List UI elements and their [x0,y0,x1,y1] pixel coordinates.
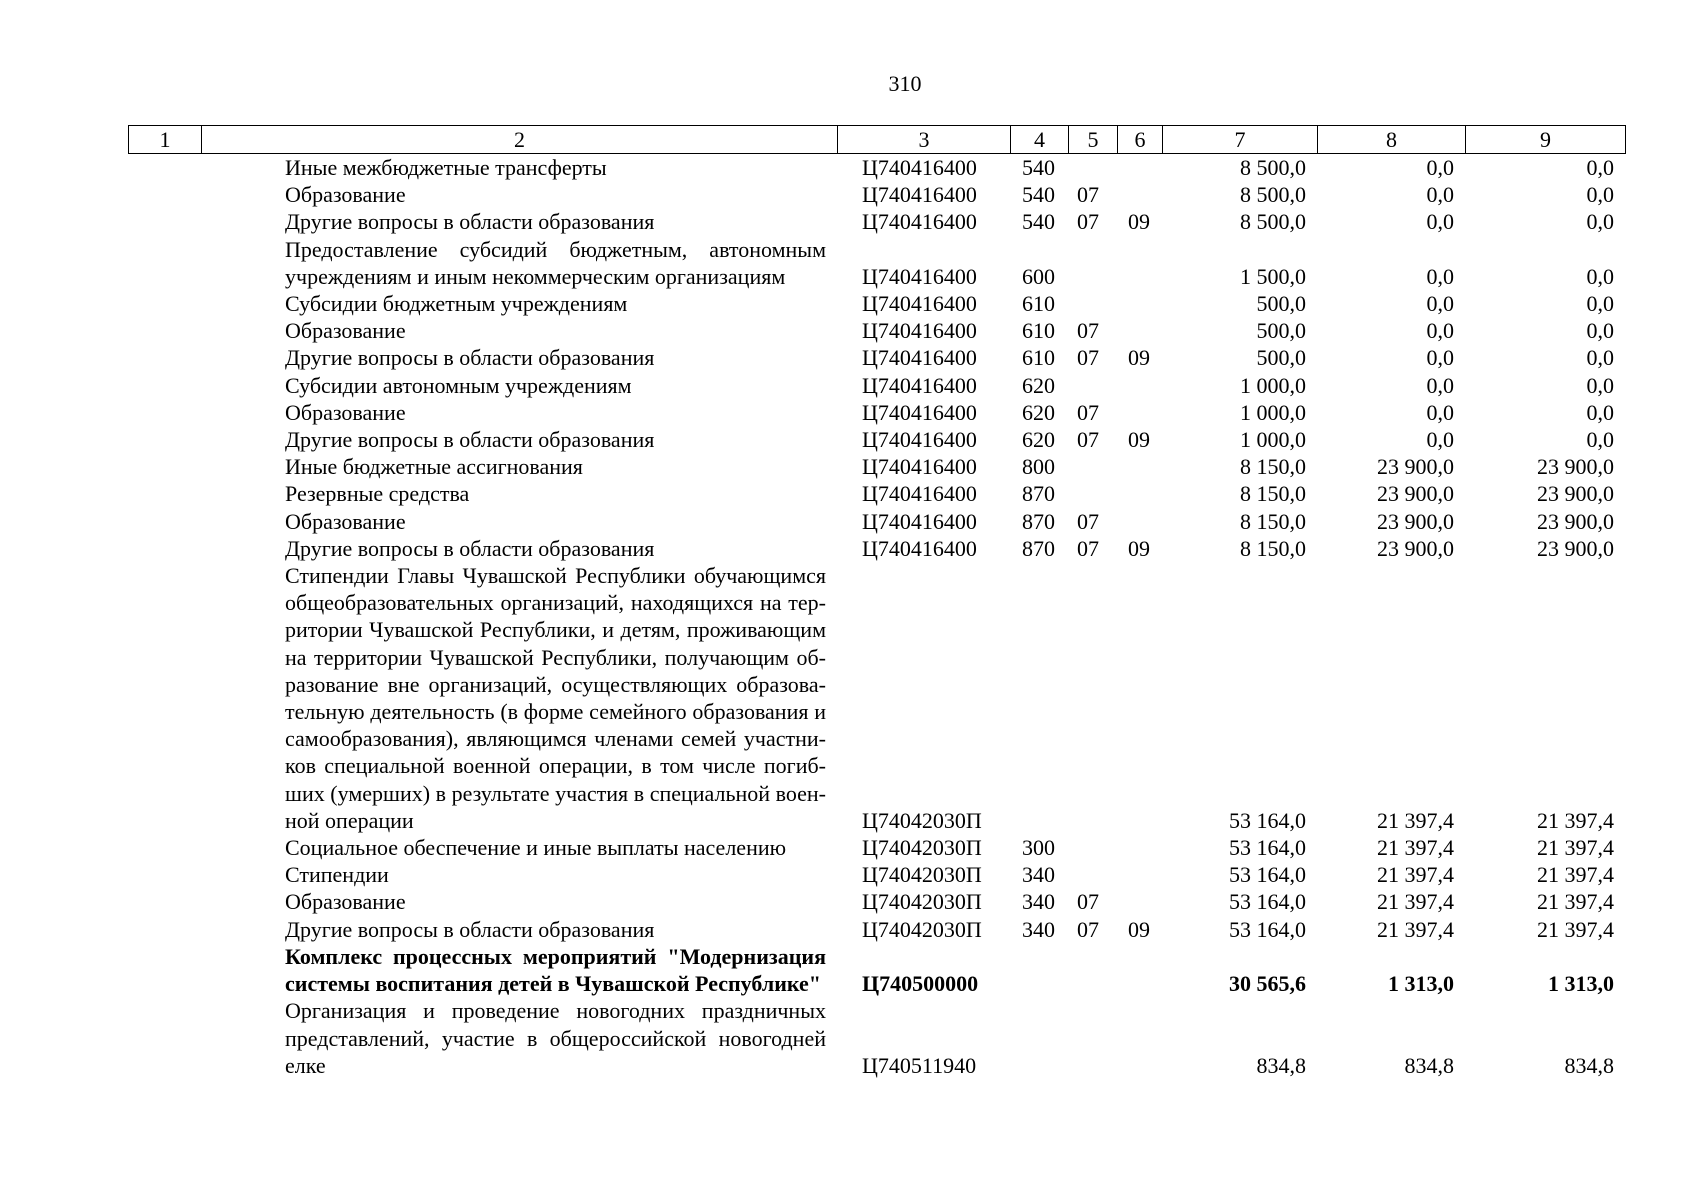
column-header-9: 9 [1466,126,1626,154]
cell-subsection [1117,997,1162,1079]
cell-name [201,916,837,943]
cell-amount-year2: 21 397,4 [1377,889,1454,915]
cell-amount-year3: 21 397,4 [1537,835,1614,861]
cell-col1 [128,916,201,943]
cell-amount-year1: 1 000,0 [1240,372,1306,398]
cell-amount-year1: 8 150,0 [1240,535,1306,561]
cell-col1 [128,208,201,235]
cell-target-code: Ц740416400 [862,263,977,289]
cell-amount-year2: 21 397,4 [1377,862,1454,888]
cell-subsection [1117,181,1162,208]
cell-section: 07 [1077,535,1099,561]
cell-amount-year1: 500,0 [1256,318,1306,344]
cell-amount-year1: 8 150,0 [1240,508,1306,534]
cell-col1 [128,997,201,1079]
cell-amount-year1: 53 164,0 [1229,862,1306,888]
cell-name [201,399,837,426]
cell-section [1068,154,1117,181]
cell-name [201,480,837,507]
cell-target-code: Ц740416400 [862,427,977,453]
name-line: ной операции [285,807,414,833]
cell-subsection [1117,508,1162,535]
cell-section: 07 [1077,427,1099,453]
cell-expense-type: 620 [1022,399,1055,425]
cell-amount-year2: 0,0 [1426,182,1454,208]
cell-amount-year2: 23 900,0 [1377,481,1454,507]
cell-target-code: Ц740416400 [862,535,977,561]
cell-amount-year3: 21 397,4 [1537,916,1614,942]
name-line: ков специальной военной операции, в том числе погиб- [285,753,826,779]
cell-target-code: Ц740416400 [862,155,977,180]
cell-name [201,426,837,453]
cell-subsection: 09 [1128,209,1150,235]
cell-amount-year3: 0,0 [1586,209,1614,235]
table-row [128,181,1625,208]
cell-col1 [128,861,201,888]
table-row [128,453,1625,480]
cell-target-code: Ц740416400 [862,508,977,534]
cell-amount-year2: 23 900,0 [1377,535,1454,561]
cell-target-code: Ц740416400 [862,182,977,208]
cell-col1 [128,480,201,507]
cell-amount-year1: 8 500,0 [1240,209,1306,235]
cell-expense-type [1010,997,1068,1079]
cell-amount-year2: 0,0 [1426,372,1454,398]
name-line: Образование [285,318,406,344]
name-line: Иные межбюджетные трансферты [285,155,607,180]
cell-amount-year2: 0,0 [1426,345,1454,371]
cell-name [201,861,837,888]
cell-amount-year1: 8 500,0 [1240,182,1306,208]
cell-expense-type: 540 [1022,155,1055,180]
cell-amount-year3: 23 900,0 [1537,481,1614,507]
cell-expense-type: 600 [1022,263,1055,289]
cell-expense-type: 870 [1022,481,1055,507]
cell-name [201,453,837,480]
cell-section: 07 [1077,318,1099,344]
table-row [128,562,1625,834]
cell-expense-type: 540 [1022,209,1055,235]
cell-amount-year3: 0,0 [1586,155,1614,180]
cell-expense-type: 800 [1022,454,1055,480]
cell-amount-year3: 21 397,4 [1537,889,1614,915]
cell-target-code: Ц740416400 [862,345,977,371]
cell-name [201,344,837,371]
cell-subsection [1117,562,1162,834]
cell-subsection [1117,453,1162,480]
cell-name [201,208,837,235]
column-header-4: 4 [1011,126,1069,154]
cell-amount-year2: 1 313,0 [1388,971,1454,997]
name-line: Стипендии [285,862,389,888]
column-header-1: 1 [129,126,202,154]
column-header-8: 8 [1318,126,1466,154]
cell-subsection: 09 [1128,427,1150,453]
cell-amount-year2: 834,8 [1404,1052,1454,1078]
cell-target-code: Ц740511940 [862,1052,977,1078]
cell-amount-year2: 21 397,4 [1377,835,1454,861]
cell-expense-type: 610 [1022,345,1055,371]
cell-section: 07 [1077,889,1099,915]
cell-amount-year2: 0,0 [1426,155,1454,180]
cell-amount-year3: 834,8 [1564,1052,1614,1078]
cell-amount-year2: 21 397,4 [1377,916,1454,942]
cell-amount-year1: 1 500,0 [1240,263,1306,289]
cell-name [201,236,837,290]
cell-section [1068,861,1117,888]
cell-subsection: 09 [1128,916,1150,942]
cell-target-code: Ц740416400 [862,454,977,480]
cell-section [1068,562,1117,834]
cell-amount-year1: 53 164,0 [1229,835,1306,861]
cell-amount-year1: 1 000,0 [1240,427,1306,453]
cell-section [1068,453,1117,480]
cell-target-code: Ц740416400 [862,481,977,507]
table-row [128,236,1625,290]
cell-amount-year3: 0,0 [1586,263,1614,289]
table-row [128,399,1625,426]
cell-name [201,154,837,181]
cell-col1 [128,372,201,399]
name-line: Организация и проведение новогодних праздничных [285,998,826,1024]
table-row [128,508,1625,535]
cell-target-code: Ц740416400 [862,209,977,235]
cell-expense-type: 540 [1022,182,1055,208]
cell-amount-year3: 0,0 [1586,318,1614,344]
table-row [128,426,1625,453]
cell-subsection [1117,317,1162,344]
cell-section: 07 [1077,182,1099,208]
table-row [128,290,1625,317]
cell-name [201,372,837,399]
name-line: Стипендии Главы Чувашской Республики обучающимся [285,563,826,589]
cell-expense-type: 300 [1022,835,1055,861]
cell-name [201,535,837,562]
name-line: Образование [285,889,406,915]
cell-amount-year3: 0,0 [1586,372,1614,398]
budget-table [128,154,1625,1079]
name-line: Образование [285,508,406,534]
cell-section [1068,834,1117,861]
name-line: Субсидии бюджетным учреждениям [285,291,628,317]
cell-expense-type: 340 [1022,916,1055,942]
table-row [128,154,1625,181]
name-line: ритории Чувашской Республики, и детям, проживающим [285,617,826,643]
column-header-2: 2 [202,126,838,154]
table-row [128,344,1625,371]
table-row [128,317,1625,344]
cell-name [201,888,837,915]
name-line: разование вне организаций, осуществляющих образова- [285,671,826,697]
name-line: елке [285,1052,326,1078]
cell-target-code: Ц74042030П [862,916,982,942]
cell-subsection [1117,290,1162,317]
cell-target-code: Ц740500000 [862,971,979,997]
cell-amount-year1: 1 000,0 [1240,399,1306,425]
cell-subsection [1117,372,1162,399]
cell-name [201,943,837,997]
name-line: системы воспитания детей в Чувашской Республике" [285,971,821,997]
cell-col1 [128,562,201,834]
cell-subsection [1117,861,1162,888]
cell-target-code: Ц74042030П [862,862,982,888]
cell-section [1068,943,1117,997]
column-header-6: 6 [1118,126,1163,154]
cell-col1 [128,181,201,208]
cell-amount-year2: 21 397,4 [1377,807,1454,833]
cell-col1 [128,290,201,317]
cell-target-code: Ц740416400 [862,399,977,425]
column-header-5: 5 [1069,126,1118,154]
cell-amount-year1: 8 150,0 [1240,481,1306,507]
cell-col1 [128,453,201,480]
cell-amount-year3: 21 397,4 [1537,807,1614,833]
cell-amount-year2: 23 900,0 [1377,508,1454,534]
cell-amount-year3: 23 900,0 [1537,535,1614,561]
cell-amount-year3: 0,0 [1586,182,1614,208]
cell-amount-year3: 0,0 [1586,399,1614,425]
cell-col1 [128,236,201,290]
cell-amount-year1: 53 164,0 [1229,889,1306,915]
cell-amount-year1: 834,8 [1256,1052,1306,1078]
cell-amount-year3: 1 313,0 [1548,971,1614,997]
cell-expense-type: 620 [1022,372,1055,398]
cell-col1 [128,399,201,426]
cell-section: 07 [1077,508,1099,534]
cell-subsection: 09 [1128,345,1150,371]
cell-expense-type: 340 [1022,862,1055,888]
cell-expense-type [1010,562,1068,834]
name-line: ших (умерших) в результате участия в специальной воен- [285,780,826,806]
cell-name [201,290,837,317]
column-header-table [128,125,1626,154]
name-line: Иные бюджетные ассигнования [285,454,583,480]
cell-expense-type: 610 [1022,291,1055,317]
cell-expense-type: 610 [1022,318,1055,344]
name-line: Предоставление субсидий бюджетным, автономным [285,236,826,262]
cell-amount-year1: 30 565,6 [1229,971,1306,997]
cell-target-code: Ц740416400 [862,318,977,344]
cell-name [201,997,837,1079]
name-line: на территории Чувашской Республики, получающим об- [285,644,826,670]
name-line: самообразования), являющимся членами семей участни- [285,726,826,752]
cell-amount-year3: 21 397,4 [1537,862,1614,888]
cell-expense-type [1010,943,1068,997]
name-line: учреждениям и иным некоммерческим организациям [285,263,786,289]
cell-col1 [128,317,201,344]
cell-name [201,508,837,535]
name-line: Образование [285,182,406,208]
table-row [128,372,1625,399]
cell-amount-year1: 500,0 [1256,291,1306,317]
cell-target-code: Ц740416400 [862,291,977,317]
name-line: Другие вопросы в области образования [285,209,655,235]
name-line: Субсидии автономным учреждениям [285,372,632,398]
cell-amount-year3: 0,0 [1586,345,1614,371]
cell-target-code: Ц74042030П [862,807,982,833]
cell-col1 [128,535,201,562]
cell-section: 07 [1077,399,1099,425]
table-row [128,888,1625,915]
cell-subsection [1117,480,1162,507]
page-number: 310 [888,71,922,96]
cell-target-code: Ц74042030П [862,889,982,915]
cell-col1 [128,508,201,535]
table-row [128,208,1625,235]
name-line: Образование [285,399,406,425]
cell-section: 07 [1077,916,1099,942]
cell-amount-year1: 8 500,0 [1240,155,1306,180]
name-line: представлений, участие в общероссийской новогодней [285,1025,826,1051]
column-header-7: 7 [1163,126,1318,154]
cell-expense-type: 620 [1022,427,1055,453]
table-row [128,535,1625,562]
cell-subsection [1117,888,1162,915]
cell-expense-type: 340 [1022,889,1055,915]
table-row [128,861,1625,888]
cell-name [201,317,837,344]
cell-subsection [1117,399,1162,426]
name-line: тельную деятельность (в форме семейного образования и [285,699,826,725]
cell-section [1068,236,1117,290]
cell-section [1068,290,1117,317]
cell-amount-year2: 0,0 [1426,427,1454,453]
cell-col1 [128,888,201,915]
cell-amount-year2: 0,0 [1426,263,1454,289]
cell-subsection [1117,154,1162,181]
cell-name [201,834,837,861]
cell-section: 07 [1077,345,1099,371]
cell-amount-year3: 23 900,0 [1537,508,1614,534]
cell-expense-type: 870 [1022,535,1055,561]
cell-amount-year2: 0,0 [1426,399,1454,425]
cell-col1 [128,344,201,371]
column-header-3: 3 [838,126,1011,154]
cell-col1 [128,154,201,181]
column-header-row [129,126,1626,154]
cell-amount-year1: 53 164,0 [1229,916,1306,942]
cell-subsection [1117,834,1162,861]
cell-name [201,181,837,208]
table-row [128,943,1625,997]
cell-amount-year3: 0,0 [1586,291,1614,317]
cell-col1 [128,834,201,861]
name-line: Другие вопросы в области образования [285,345,655,371]
table-row [128,834,1625,861]
cell-amount-year2: 0,0 [1426,291,1454,317]
cell-section [1068,480,1117,507]
cell-subsection [1117,236,1162,290]
cell-amount-year3: 0,0 [1586,427,1614,453]
name-line: Другие вопросы в области образования [285,427,655,453]
table-row [128,916,1625,943]
cell-amount-year2: 0,0 [1426,209,1454,235]
name-line: Резервные средства [285,481,470,507]
cell-section [1068,997,1117,1079]
table-body [128,154,1625,1079]
cell-col1 [128,426,201,453]
cell-col1 [128,943,201,997]
cell-amount-year2: 0,0 [1426,318,1454,344]
cell-amount-year1: 53 164,0 [1229,807,1306,833]
cell-subsection: 09 [1128,535,1150,561]
cell-subsection [1117,943,1162,997]
table-row [128,480,1625,507]
cell-amount-year1: 8 150,0 [1240,454,1306,480]
name-line: Другие вопросы в области образования [285,535,655,561]
table-row [128,997,1625,1079]
name-line: общеобразовательных организаций, находящихся на тер- [285,590,826,616]
name-line: Социальное обеспечение и иные выплаты населению [285,835,787,861]
cell-amount-year3: 23 900,0 [1537,454,1614,480]
cell-amount-year2: 23 900,0 [1377,454,1454,480]
name-line: Другие вопросы в области образования [285,916,655,942]
cell-target-code: Ц740416400 [862,372,977,398]
cell-target-code: Ц74042030П [862,835,982,861]
cell-amount-year1: 500,0 [1256,345,1306,371]
cell-section [1068,372,1117,399]
name-line: Комплекс процессных мероприятий "Модернизация [285,943,826,969]
cell-section: 07 [1077,209,1099,235]
cell-name [201,562,837,834]
cell-expense-type: 870 [1022,508,1055,534]
